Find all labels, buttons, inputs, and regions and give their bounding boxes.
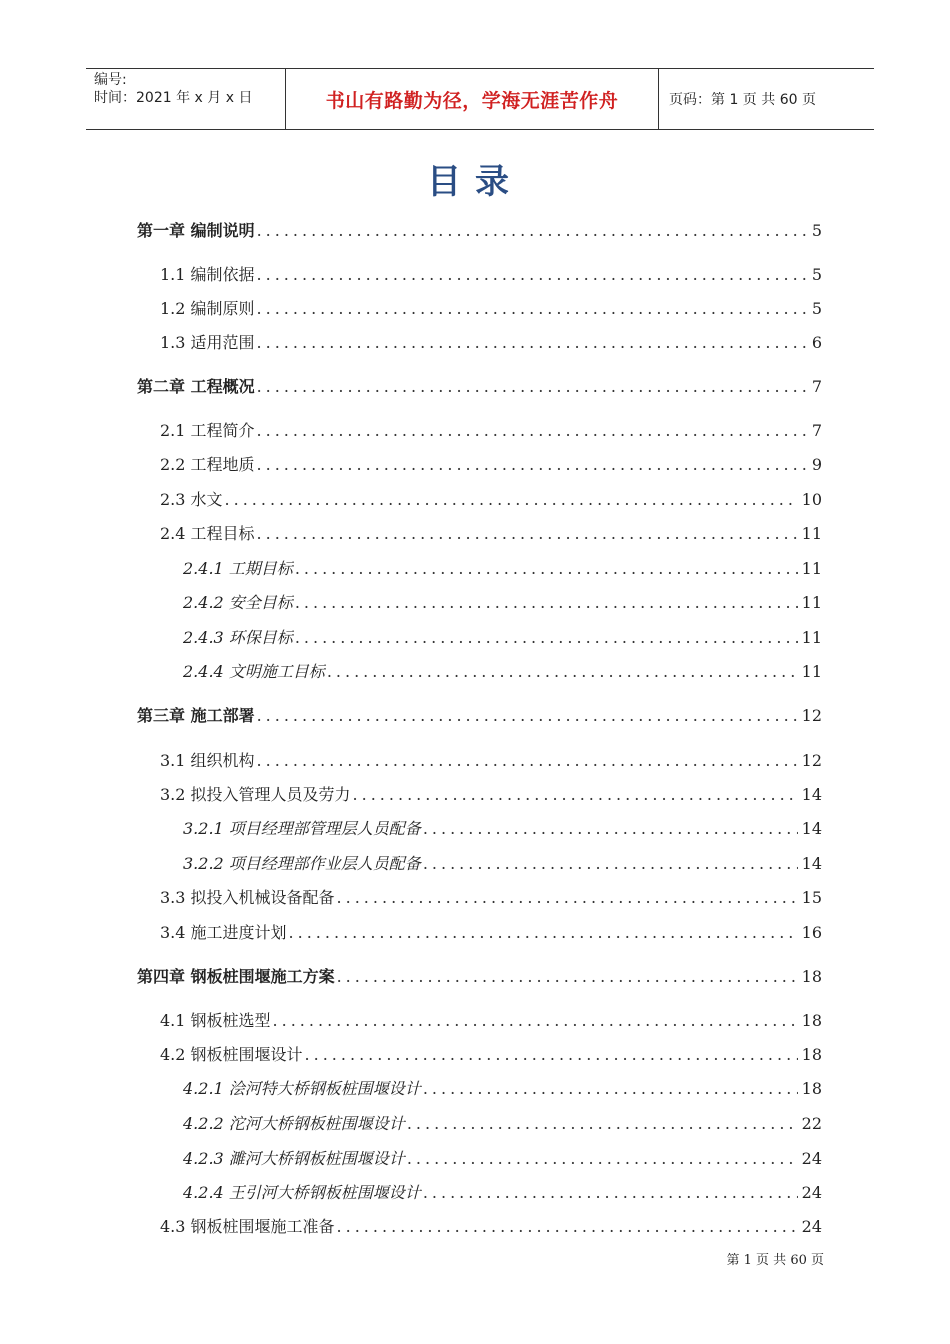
toc-entry[interactable]: [183, 1180, 822, 1203]
toc-leader-dots: [257, 706, 798, 725]
toc-leader-dots: [257, 377, 808, 396]
toc-entry[interactable]: [183, 590, 822, 613]
toc-entry[interactable]: [160, 262, 822, 285]
toc-entry[interactable]: [183, 816, 822, 839]
toc-entry-page: 24: [801, 1217, 822, 1236]
toc-entry-page: 14: [801, 785, 822, 804]
toc-entry[interactable]: [160, 748, 822, 771]
toc-leader-dots: [257, 333, 808, 352]
toc-leader-dots: [423, 854, 798, 873]
toc-leader-dots: [327, 662, 798, 681]
toc-entry-title: 3.1 组织机构: [160, 751, 255, 770]
toc-entry-page: 22: [801, 1114, 822, 1133]
toc-entry-title: 2.4 工程目标: [160, 524, 255, 543]
toc-entry[interactable]: [183, 1146, 822, 1169]
toc-leader-dots: [423, 819, 798, 838]
toc-leader-dots: [407, 1114, 798, 1133]
toc-entry[interactable]: [160, 296, 822, 319]
toc-entry[interactable]: [160, 418, 822, 441]
toc-leader-dots: [353, 785, 798, 804]
toc-entry-title: 2.2 工程地质: [160, 455, 255, 474]
toc-entry-title: 4.2.1 浍河特大桥钢板桩围堰设计: [183, 1079, 421, 1098]
toc-entry-title: 2.4.2 安全目标: [183, 593, 293, 612]
toc-leader-dots: [257, 221, 808, 240]
toc-entry-page: 14: [801, 819, 822, 838]
toc-entry[interactable]: [160, 330, 822, 353]
toc-entry-title: 4.3 钢板桩围堰施工准备: [160, 1217, 335, 1236]
toc-leader-dots: [337, 1217, 798, 1236]
toc-entry-page: 5: [811, 265, 822, 284]
toc-entry[interactable]: [137, 218, 822, 241]
toc-entry-title: 1.1 编制依据: [160, 265, 255, 284]
toc-entry-title: 1.3 适用范围: [160, 333, 255, 352]
toc-entry[interactable]: [160, 1042, 822, 1065]
toc-entry[interactable]: [183, 851, 822, 874]
toc-entry-title: 4.2 钢板桩围堰设计: [160, 1045, 303, 1064]
toc-leader-dots: [305, 1045, 798, 1064]
toc-leader-dots: [423, 1183, 798, 1202]
toc-entry[interactable]: [160, 487, 822, 510]
document-date: 时间：2021 年 x 月 x 日: [94, 90, 253, 106]
toc-entry-title: 3.3 拟投入机械设备配备: [160, 888, 335, 907]
page-header: [86, 68, 874, 130]
toc-entry[interactable]: [183, 556, 822, 579]
toc-entry-title: 3.4 施工进度计划: [160, 923, 287, 942]
toc-entry-page: 12: [801, 751, 822, 770]
toc-entry-page: 11: [801, 662, 822, 681]
toc-leader-dots: [407, 1149, 798, 1168]
toc-entry-page: 11: [801, 524, 822, 543]
toc-leader-dots: [257, 299, 808, 318]
toc-entry-title: 4.2.4 王引河大桥钢板桩围堰设计: [183, 1183, 421, 1202]
toc-leader-dots: [337, 888, 798, 907]
toc-entry[interactable]: [137, 374, 822, 397]
toc-entry-title: 4.2.2 沱河大桥钢板桩围堰设计: [183, 1114, 405, 1133]
toc-entry-title: 第二章 工程概况: [137, 377, 255, 396]
toc-entry[interactable]: [137, 703, 822, 726]
toc-entry-page: 18: [801, 967, 822, 986]
toc-leader-dots: [423, 1079, 798, 1098]
toc-leader-dots: [289, 923, 798, 942]
toc-entry-title: 4.2.3 濉河大桥钢板桩围堰设计: [183, 1149, 405, 1168]
toc-entry-page: 10: [801, 490, 822, 509]
toc-leader-dots: [295, 559, 798, 578]
toc-entry[interactable]: [183, 1076, 822, 1099]
toc-entry-title: 3.2.1 项目经理部管理层人员配备: [183, 819, 421, 838]
toc-title: 目录: [427, 162, 523, 202]
toc-leader-dots: [295, 628, 798, 647]
toc-entry-title: 2.3 水文: [160, 490, 223, 509]
toc-entry-title: 第三章 施工部署: [137, 706, 255, 725]
toc-entry-page: 12: [801, 706, 822, 725]
toc-entry-page: 7: [811, 421, 822, 440]
toc-entry-page: 14: [801, 854, 822, 873]
toc-entry-page: 6: [811, 333, 822, 352]
toc-entry-page: 24: [801, 1149, 822, 1168]
header-motto: 书山有路勤为径，学海无涯苦作舟: [286, 69, 659, 129]
toc-entry[interactable]: [160, 521, 822, 544]
toc-entry[interactable]: [183, 1111, 822, 1134]
toc-entry-page: 11: [801, 559, 822, 578]
toc-leader-dots: [337, 967, 798, 986]
toc-entry-title: 2.4.4 文明施工目标: [183, 662, 325, 681]
toc-entry-page: 18: [801, 1045, 822, 1064]
toc-entry[interactable]: [160, 885, 822, 908]
toc-entry[interactable]: [183, 659, 822, 682]
toc-entry-title: 4.1 钢板桩选型: [160, 1011, 271, 1030]
toc-entry-page: 15: [801, 888, 822, 907]
toc-entry-title: 2.1 工程简介: [160, 421, 255, 440]
toc-entry-page: 7: [811, 377, 822, 396]
toc-leader-dots: [257, 751, 798, 770]
toc-entry[interactable]: [160, 452, 822, 475]
toc-entry[interactable]: [160, 782, 822, 805]
toc-entry-page: 16: [801, 923, 822, 942]
toc-entry-title: 3.2 拟投入管理人员及劳力: [160, 785, 351, 804]
toc-entry-page: 11: [801, 628, 822, 647]
toc-entry-page: 9: [811, 455, 822, 474]
toc-entry-page: 5: [811, 221, 822, 240]
toc-entry[interactable]: [160, 1214, 822, 1237]
toc-entry-title: 2.4.1 工期目标: [183, 559, 293, 578]
toc-entry-page: 11: [801, 593, 822, 612]
toc-entry[interactable]: [160, 1008, 822, 1031]
toc-entry-title: 第一章 编制说明: [137, 221, 255, 240]
toc-leader-dots: [257, 265, 808, 284]
page-footer: 第 1 页 共 60 页: [726, 1253, 824, 1268]
toc-entry-title: 3.2.2 项目经理部作业层人员配备: [183, 854, 421, 873]
toc-entry-title: 1.2 编制原则: [160, 299, 255, 318]
toc-leader-dots: [273, 1011, 798, 1030]
toc-entry-page: 18: [801, 1011, 822, 1030]
toc-leader-dots: [257, 524, 798, 543]
toc-leader-dots: [295, 593, 798, 612]
toc-leader-dots: [225, 490, 798, 509]
toc-entry[interactable]: [183, 625, 822, 648]
toc-entry-page: 24: [801, 1183, 822, 1202]
header-meta: [86, 69, 286, 129]
toc-entry-title: 2.4.3 环保目标: [183, 628, 293, 647]
document-number-label: 编号:: [94, 72, 127, 88]
toc-entry[interactable]: [137, 964, 822, 987]
toc-leader-dots: [257, 455, 808, 474]
toc-entry[interactable]: [160, 920, 822, 943]
header-page-info: 页码：第 1 页 共 60 页: [669, 92, 816, 108]
toc-leader-dots: [257, 421, 808, 440]
toc-entry-page: 5: [811, 299, 822, 318]
toc-entry-page: 18: [801, 1079, 822, 1098]
toc-entry-title: 第四章 钢板桩围堰施工方案: [137, 967, 335, 986]
